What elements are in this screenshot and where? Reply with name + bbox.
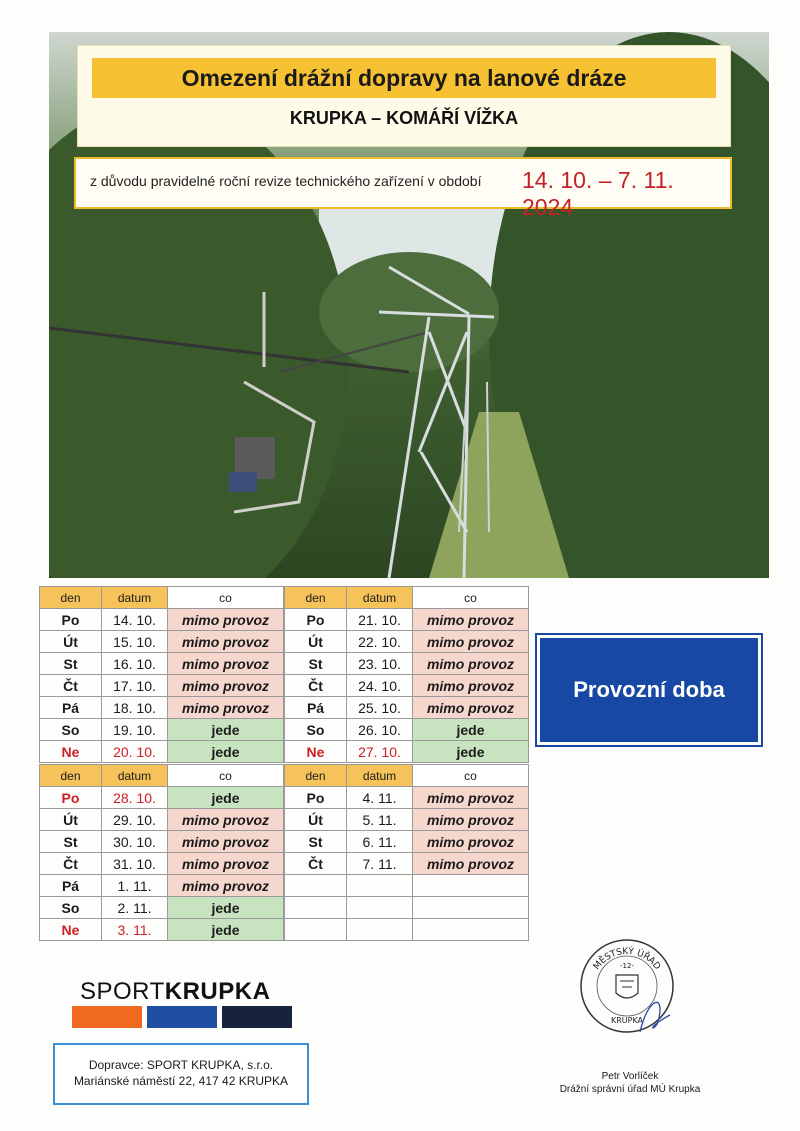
- signatory: [520, 1070, 740, 1096]
- day-cell: So: [40, 897, 102, 919]
- status-cell: mimo provoz: [413, 831, 529, 853]
- schedule-row: [285, 897, 529, 919]
- day-cell: Po: [40, 609, 102, 631]
- schedule-row: [40, 631, 284, 653]
- logo-bar-orange: [72, 1006, 142, 1028]
- schedule-row: [40, 675, 284, 697]
- schedule-row: [285, 787, 529, 809]
- status-cell: mimo provoz: [413, 631, 529, 653]
- logo-bar-blue: [147, 1006, 217, 1028]
- column-header-day: den: [40, 765, 102, 787]
- column-header-date: datum: [102, 765, 168, 787]
- schedule-row: [285, 631, 529, 653]
- date-cell: 27. 10.: [347, 741, 413, 763]
- schedule-row: [40, 787, 284, 809]
- signatory-office: Drážní správní úřad MÚ Krupka: [559, 1084, 701, 1095]
- schedule-row: [40, 919, 284, 941]
- day-cell: So: [40, 719, 102, 741]
- route-subtitle: KRUPKA – KOMÁŘÍ VÍŽKA: [289, 108, 519, 128]
- stamp-number: -12-: [620, 962, 634, 970]
- schedule-table-week3: [39, 764, 284, 941]
- schedule-row: [40, 853, 284, 875]
- day-cell: Čt: [40, 675, 102, 697]
- status-cell: mimo provoz: [413, 853, 529, 875]
- status-cell: mimo provoz: [168, 875, 284, 897]
- page-title: Omezení drážní dopravy na lanové dráze: [181, 65, 627, 91]
- day-cell: So: [285, 719, 347, 741]
- schedule-row: [40, 897, 284, 919]
- column-header-status: co: [168, 765, 284, 787]
- column-header-day: den: [285, 765, 347, 787]
- column-header-date: datum: [347, 587, 413, 609]
- date-cell: 23. 10.: [347, 653, 413, 675]
- schedule-row: [40, 697, 284, 719]
- schedule-row: [40, 741, 284, 763]
- date-cell: [347, 919, 413, 941]
- status-cell: jede: [168, 719, 284, 741]
- period-dates: 14. 10. – 7. 11. 2024: [522, 167, 674, 220]
- date-cell: 6. 11.: [347, 831, 413, 853]
- day-cell: [285, 875, 347, 897]
- day-cell: Ne: [40, 919, 102, 941]
- status-cell: mimo provoz: [168, 809, 284, 831]
- date-cell: [347, 875, 413, 897]
- status-cell: jede: [168, 741, 284, 763]
- operator-address-box: [53, 1043, 309, 1105]
- schedule-table-week2: [284, 586, 529, 763]
- date-cell: 26. 10.: [347, 719, 413, 741]
- status-cell: jede: [168, 787, 284, 809]
- day-cell: Ne: [285, 741, 347, 763]
- status-cell: mimo provoz: [168, 853, 284, 875]
- column-header-day: den: [40, 587, 102, 609]
- date-cell: 14. 10.: [102, 609, 168, 631]
- signature-scribble: [640, 1002, 670, 1032]
- schedule-row: [40, 809, 284, 831]
- logo-bar-navy: [222, 1006, 292, 1028]
- day-cell: St: [285, 653, 347, 675]
- date-cell: 29. 10.: [102, 809, 168, 831]
- operating-hours-box: [537, 635, 761, 745]
- schedule-header-row: [285, 587, 529, 609]
- day-cell: Pá: [285, 697, 347, 719]
- column-header-day: den: [285, 587, 347, 609]
- schedule-row: [40, 831, 284, 853]
- day-cell: Út: [40, 631, 102, 653]
- date-cell: 17. 10.: [102, 675, 168, 697]
- status-cell: mimo provoz: [168, 831, 284, 853]
- status-cell: mimo provoz: [168, 675, 284, 697]
- date-cell: 31. 10.: [102, 853, 168, 875]
- date-cell: 7. 11.: [347, 853, 413, 875]
- date-cell: 30. 10.: [102, 831, 168, 853]
- day-cell: Út: [285, 809, 347, 831]
- column-header-status: co: [413, 587, 529, 609]
- status-cell: mimo provoz: [168, 653, 284, 675]
- column-header-status: co: [413, 765, 529, 787]
- date-cell: 18. 10.: [102, 697, 168, 719]
- date-cell: 25. 10.: [347, 697, 413, 719]
- date-cell: 19. 10.: [102, 719, 168, 741]
- status-cell: mimo provoz: [168, 697, 284, 719]
- operator-line2: Mariánské náměstí 22, 417 42 KRUPKA: [73, 1074, 289, 1088]
- status-cell: [413, 919, 529, 941]
- schedule-row: [40, 875, 284, 897]
- schedule-row: [285, 653, 529, 675]
- schedule-table-week4: [284, 764, 529, 941]
- schedule-row: [285, 919, 529, 941]
- status-cell: [413, 897, 529, 919]
- date-cell: [347, 897, 413, 919]
- logo-krupka: KRUPKA: [164, 978, 271, 1005]
- schedule-row: [285, 675, 529, 697]
- signatory-name: Petr Vorlíček: [601, 1071, 659, 1082]
- column-header-date: datum: [347, 765, 413, 787]
- schedule-header-row: [285, 765, 529, 787]
- date-cell: 28. 10.: [102, 787, 168, 809]
- period-box: [74, 157, 732, 220]
- date-cell: 3. 11.: [102, 919, 168, 941]
- date-cell: 20. 10.: [102, 741, 168, 763]
- schedule-table-week1: [39, 586, 284, 763]
- column-header-date: datum: [102, 587, 168, 609]
- date-cell: 15. 10.: [102, 631, 168, 653]
- date-cell: 22. 10.: [347, 631, 413, 653]
- operator-line1: Dopravce: SPORT KRUPKA, s.r.o.: [88, 1058, 274, 1072]
- day-cell: Po: [40, 787, 102, 809]
- day-cell: Pá: [40, 697, 102, 719]
- date-cell: 21. 10.: [347, 609, 413, 631]
- schedule-row: [40, 719, 284, 741]
- status-cell: mimo provoz: [168, 609, 284, 631]
- day-cell: St: [40, 831, 102, 853]
- day-cell: Čt: [40, 853, 102, 875]
- status-cell: mimo provoz: [413, 653, 529, 675]
- stamp-bottom-text: KRUPKA: [610, 1016, 644, 1025]
- status-cell: [413, 875, 529, 897]
- day-cell: Po: [285, 787, 347, 809]
- status-cell: mimo provoz: [413, 809, 529, 831]
- official-stamp: [578, 937, 676, 1035]
- date-cell: 4. 11.: [347, 787, 413, 809]
- day-cell: Pá: [40, 875, 102, 897]
- status-cell: jede: [413, 741, 529, 763]
- date-cell: 24. 10.: [347, 675, 413, 697]
- title-bar: [92, 58, 716, 98]
- date-cell: 5. 11.: [347, 809, 413, 831]
- day-cell: Po: [285, 609, 347, 631]
- day-cell: Út: [40, 809, 102, 831]
- schedule-row: [285, 809, 529, 831]
- day-cell: Út: [285, 631, 347, 653]
- schedule-row: [285, 853, 529, 875]
- schedule-header-row: [40, 765, 284, 787]
- schedule-row: [285, 609, 529, 631]
- schedule-row: [285, 741, 529, 763]
- status-cell: mimo provoz: [413, 675, 529, 697]
- status-cell: mimo provoz: [413, 609, 529, 631]
- schedule-row: [40, 653, 284, 675]
- logo-sport: SPORT: [80, 978, 165, 1005]
- day-cell: Čt: [285, 675, 347, 697]
- day-cell: St: [40, 653, 102, 675]
- schedule-row: [285, 719, 529, 741]
- status-cell: mimo provoz: [413, 787, 529, 809]
- schedule-row: [285, 831, 529, 853]
- date-cell: 2. 11.: [102, 897, 168, 919]
- schedule-header-row: [40, 587, 284, 609]
- schedule-row: [40, 609, 284, 631]
- status-cell: jede: [168, 919, 284, 941]
- day-cell: Čt: [285, 853, 347, 875]
- day-cell: [285, 919, 347, 941]
- date-cell: 16. 10.: [102, 653, 168, 675]
- status-cell: jede: [413, 719, 529, 741]
- date-cell: 1. 11.: [102, 875, 168, 897]
- column-header-status: co: [168, 587, 284, 609]
- day-cell: [285, 897, 347, 919]
- schedule-row: [285, 875, 529, 897]
- title-box: [78, 46, 730, 146]
- status-cell: mimo provoz: [168, 631, 284, 653]
- sport-krupka-logo: [80, 978, 270, 1006]
- status-cell: jede: [168, 897, 284, 919]
- operating-hours-label: Provozní doba: [573, 677, 725, 702]
- period-reason: z důvodu pravidelné roční revize technického zařízení v období: [90, 173, 482, 189]
- day-cell: Ne: [40, 741, 102, 763]
- status-cell: mimo provoz: [413, 697, 529, 719]
- stamp-top-text: MĚSTSKÝ ÚŘAD: [591, 946, 663, 972]
- day-cell: St: [285, 831, 347, 853]
- schedule-row: [285, 697, 529, 719]
